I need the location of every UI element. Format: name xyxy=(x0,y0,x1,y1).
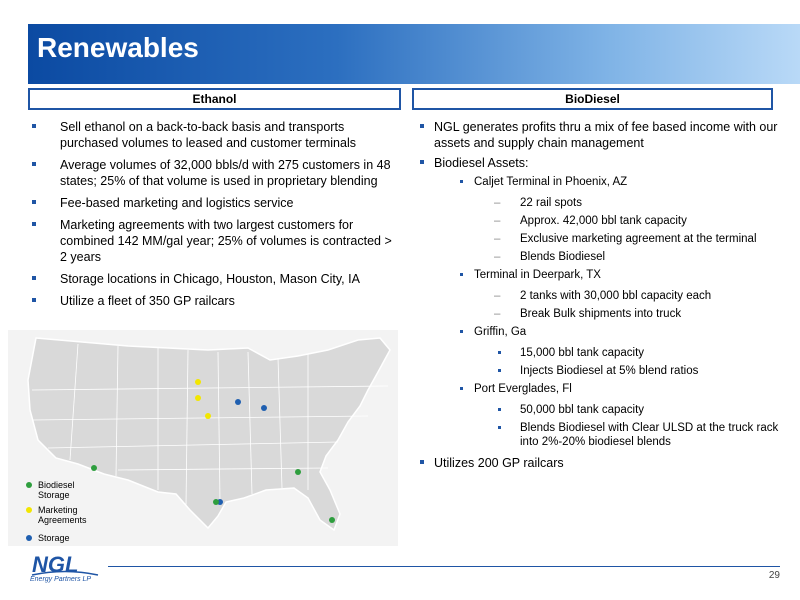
bullet-icon xyxy=(32,276,36,280)
asset-item: Terminal in Deerpark, TX xyxy=(418,268,788,283)
page-title: Renewables xyxy=(37,32,199,63)
bullet-icon xyxy=(460,180,463,183)
asset-item: Port Everglades, Fl xyxy=(418,382,788,397)
asset-detail: – 2 tanks with 30,000 bbl capacity each xyxy=(494,290,712,302)
legend-storage: Storage xyxy=(38,533,108,543)
bullet-icon xyxy=(32,298,36,302)
legend-marketing: Marketing Agreements xyxy=(38,505,108,525)
list-item: Marketing agreements with two largest customers for combined 142 MM/gal year; 25% of volumes is contracted > 2 years xyxy=(32,217,392,265)
asset-detail: – Approx. 42,000 bbl tank capacity xyxy=(494,215,687,227)
asset-detail: Injects Biodiesel at 5% blend ratios xyxy=(418,364,788,378)
asset-detail: – Exclusive marketing agreement at the terminal xyxy=(494,233,757,245)
biodiesel-header: BioDiesel xyxy=(412,88,773,110)
biodiesel-marker xyxy=(295,469,301,475)
bullet-icon xyxy=(32,124,36,128)
logo-tagline: Energy Partners LP xyxy=(30,576,92,583)
marketing-marker xyxy=(195,379,201,385)
asset-item: Griffin, Ga xyxy=(418,325,788,340)
bullet-icon xyxy=(498,369,501,372)
list-item: Sell ethanol on a back-to-back basis and transports purchased volumes to leased and customer terminals xyxy=(32,119,392,151)
asset-detail: 15,000 bbl tank capacity xyxy=(418,346,788,360)
asset-detail: – Break Bulk shipments into truck xyxy=(494,308,682,320)
bullet-icon xyxy=(32,162,36,166)
bullet-icon xyxy=(460,330,463,333)
biodiesel-marker xyxy=(91,465,97,471)
us-outline xyxy=(28,338,390,530)
biodiesel-bullet-list xyxy=(418,119,788,475)
bullet-icon xyxy=(420,460,424,464)
bullet-icon xyxy=(460,387,463,390)
asset-detail: – Blends Biodiesel xyxy=(494,251,606,263)
list-item: NGL generates profits thru a mix of fee based income with our assets and supply chain management xyxy=(418,119,788,151)
bullet-icon xyxy=(498,408,501,411)
page-number: 29 xyxy=(768,570,780,581)
ethanol-header: Ethanol xyxy=(28,88,401,110)
storage-marker xyxy=(235,399,241,405)
legend-biodiesel: Biodiesel Storage xyxy=(38,480,108,500)
asset-detail: Blends Biodiesel with Clear ULSD at the truck rack into 2%-20% biodiesel blends xyxy=(418,421,788,449)
green-dot-icon xyxy=(26,482,32,488)
footer-divider xyxy=(108,566,780,567)
asset-detail: – 22 rail spots xyxy=(494,197,583,209)
blue-dot-icon xyxy=(26,535,32,541)
biodiesel-marker xyxy=(329,517,335,523)
bullet-icon xyxy=(498,426,501,429)
list-item: Utilize a fleet of 350 GP railcars xyxy=(32,293,392,309)
svg-text:NGL: NGL xyxy=(32,552,79,577)
list-item: Fee-based marketing and logistics service xyxy=(32,195,392,211)
bullet-icon xyxy=(420,160,424,164)
marketing-marker xyxy=(205,413,211,419)
biodiesel-marker xyxy=(213,499,219,505)
bullet-icon xyxy=(32,222,36,226)
bullet-icon xyxy=(460,273,463,276)
bullet-icon xyxy=(420,124,424,128)
asset-detail: 50,000 bbl tank capacity xyxy=(418,403,788,417)
list-item: Storage locations in Chicago, Houston, Mason City, IA xyxy=(32,271,392,287)
title-bar xyxy=(28,24,800,84)
bullet-icon xyxy=(32,200,36,204)
list-item: Biodiesel Assets: xyxy=(418,155,788,171)
ethanol-bullet-list xyxy=(32,119,392,315)
bullet-icon xyxy=(498,351,501,354)
yellow-dot-icon xyxy=(26,507,32,513)
list-item: Utilizes 200 GP railcars xyxy=(418,455,788,471)
marketing-marker xyxy=(195,395,201,401)
asset-item: Caljet Terminal in Phoenix, AZ xyxy=(418,175,788,190)
storage-marker xyxy=(261,405,267,411)
list-item: Average volumes of 32,000 bbls/d with 275 customers in 48 states; 25% of that volume is used in proprietary blending xyxy=(32,157,392,189)
